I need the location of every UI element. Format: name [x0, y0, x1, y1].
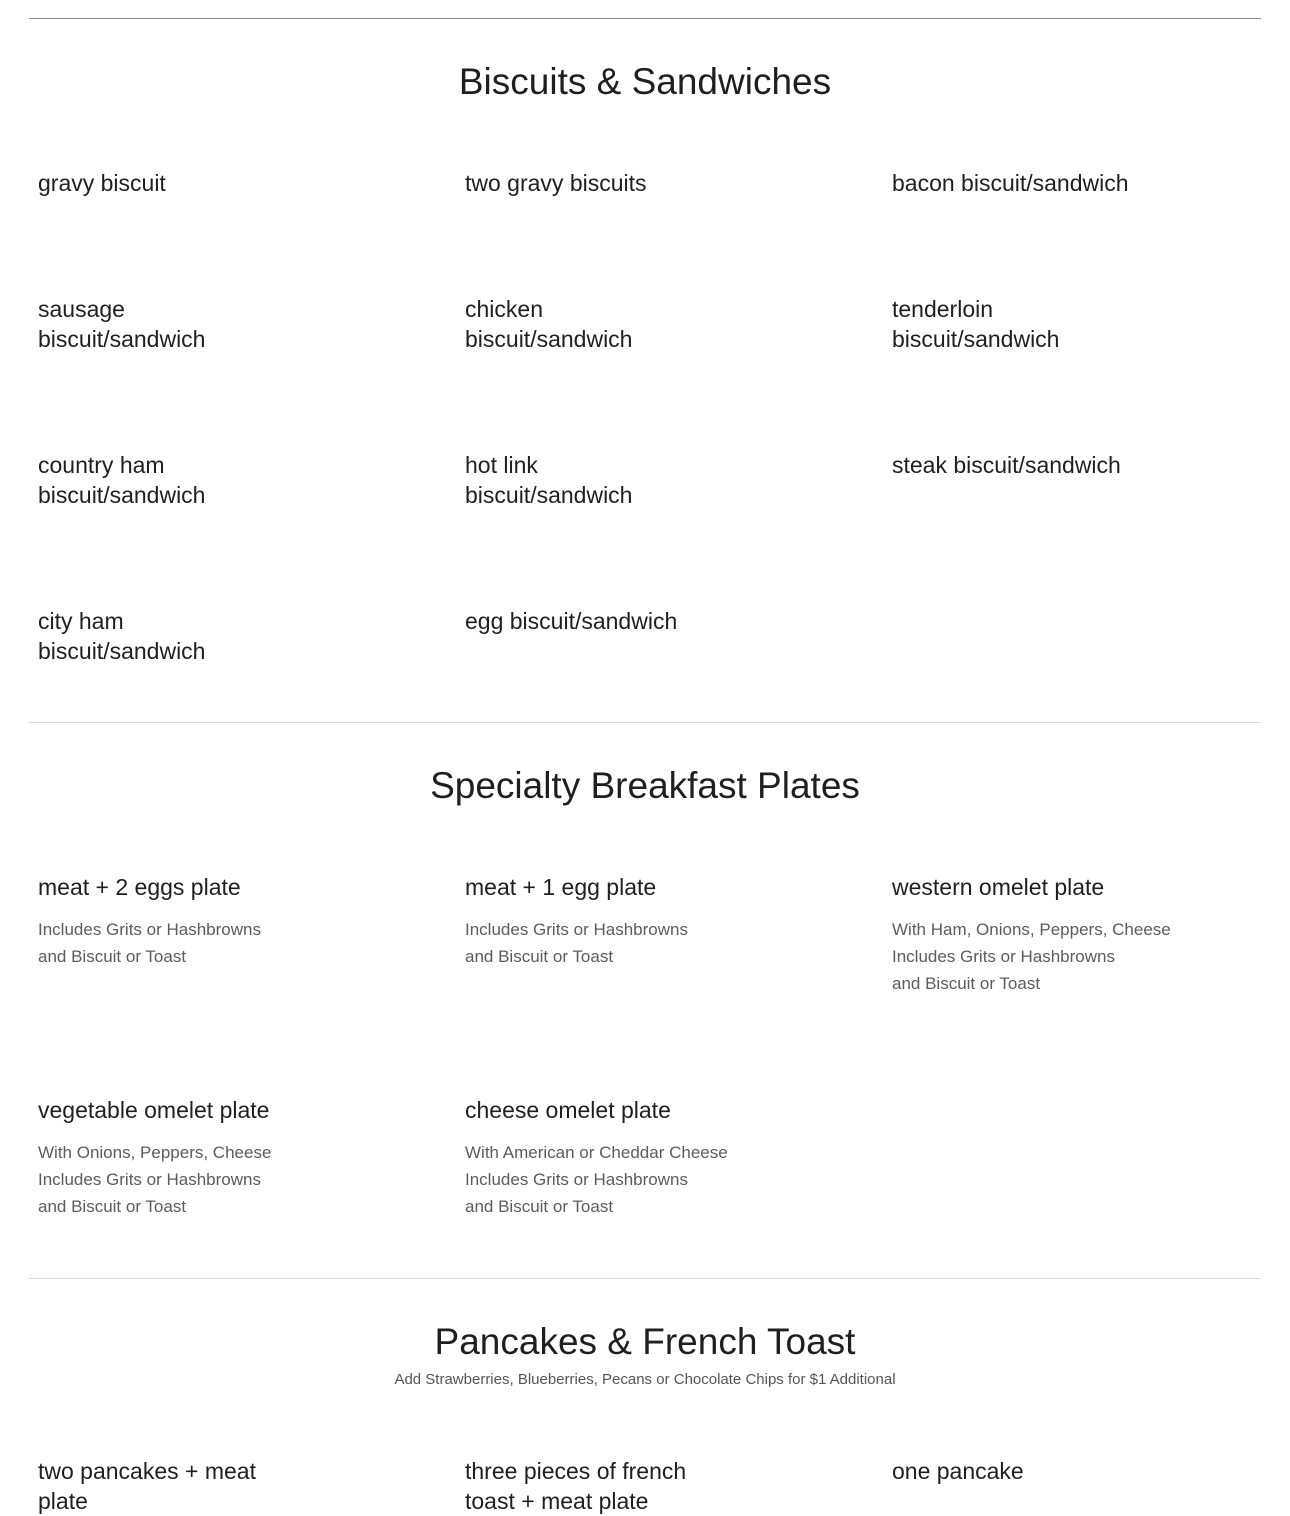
menu-item-name: city ham biscuit/sandwich: [38, 608, 206, 664]
menu-item-name: country ham biscuit/sandwich: [38, 452, 206, 508]
description-line: Includes Grits or Hashbrowns: [465, 1170, 688, 1189]
section-note: Add Strawberries, Blueberries, Pecans or Chocolate Chips for $1 Additional: [394, 1371, 896, 1388]
menu-item-description: [38, 1139, 368, 1220]
menu-item-description: [465, 916, 795, 970]
menu-item: [465, 872, 795, 970]
menu-item: [465, 1095, 795, 1220]
menu-item-name: hot link biscuit/sandwich: [465, 452, 633, 508]
menu-item-name: two gravy biscuits: [465, 170, 647, 196]
description-line: Includes Grits or Hashbrowns: [38, 920, 261, 939]
menu-item-name: egg biscuit/sandwich: [465, 608, 678, 634]
description-line: With American or Cheddar Cheese: [465, 1143, 728, 1162]
menu-item-name: three pieces of french toast + meat plate: [465, 1458, 687, 1514]
section-title-pancakes: Pancakes & French Toast: [434, 1321, 856, 1362]
section-divider: [29, 1278, 1261, 1279]
menu-item-name: cheese omelet plate: [465, 1097, 671, 1123]
menu-item-name: chicken biscuit/sandwich: [465, 296, 633, 352]
description-line: and Biscuit or Toast: [465, 947, 614, 966]
menu-item: [38, 450, 228, 510]
description-line: Includes Grits or Hashbrowns: [892, 947, 1115, 966]
menu-item: [892, 872, 1222, 997]
menu-item: [38, 1095, 368, 1220]
menu-item-description: [892, 916, 1222, 997]
section-title-biscuits: Biscuits & Sandwiches: [458, 61, 832, 102]
description-line: and Biscuit or Toast: [892, 974, 1041, 993]
description-line: and Biscuit or Toast: [465, 1197, 614, 1216]
description-line: Includes Grits or Hashbrowns: [465, 920, 688, 939]
menu-item-name: vegetable omelet plate: [38, 1097, 270, 1123]
menu-item: [465, 1456, 705, 1516]
menu-item: [892, 168, 1222, 198]
description-line: Includes Grits or Hashbrowns: [38, 1170, 261, 1189]
menu-item-name: one pancake: [892, 1458, 1024, 1484]
menu-item-name: meat + 2 eggs plate: [38, 874, 241, 900]
menu-item-description: [465, 1139, 795, 1220]
menu-item-description: [38, 916, 368, 970]
menu-item-name: two pancakes + meat plate: [38, 1458, 256, 1514]
menu-item: [38, 294, 228, 354]
section-divider: [29, 18, 1261, 19]
section-title-specialty-plates: Specialty Breakfast Plates: [430, 765, 860, 806]
description-line: and Biscuit or Toast: [38, 947, 187, 966]
menu-item: [892, 1456, 1222, 1486]
menu-item: [465, 606, 795, 636]
menu-item: [465, 450, 655, 510]
menu-item-name: gravy biscuit: [38, 170, 166, 196]
menu-item: [465, 168, 795, 198]
menu-item: [465, 294, 655, 354]
menu-item-name: tenderloin biscuit/sandwich: [892, 296, 1060, 352]
menu-item: [38, 872, 368, 970]
menu-item-name: sausage biscuit/sandwich: [38, 296, 206, 352]
menu-item-name: steak biscuit/sandwich: [892, 452, 1121, 478]
menu-item: [892, 294, 1082, 354]
menu-item-name: bacon biscuit/sandwich: [892, 170, 1129, 196]
menu-item: [38, 606, 228, 666]
menu-item-name: western omelet plate: [892, 874, 1105, 900]
description-line: and Biscuit or Toast: [38, 1197, 187, 1216]
menu-item: [38, 1456, 278, 1516]
menu-item-name: meat + 1 egg plate: [465, 874, 657, 900]
menu-item: [892, 450, 1222, 480]
description-line: With Onions, Peppers, Cheese: [38, 1143, 272, 1162]
menu-item: [38, 168, 368, 198]
description-line: With Ham, Onions, Peppers, Cheese: [892, 920, 1171, 939]
section-divider: [29, 722, 1261, 723]
